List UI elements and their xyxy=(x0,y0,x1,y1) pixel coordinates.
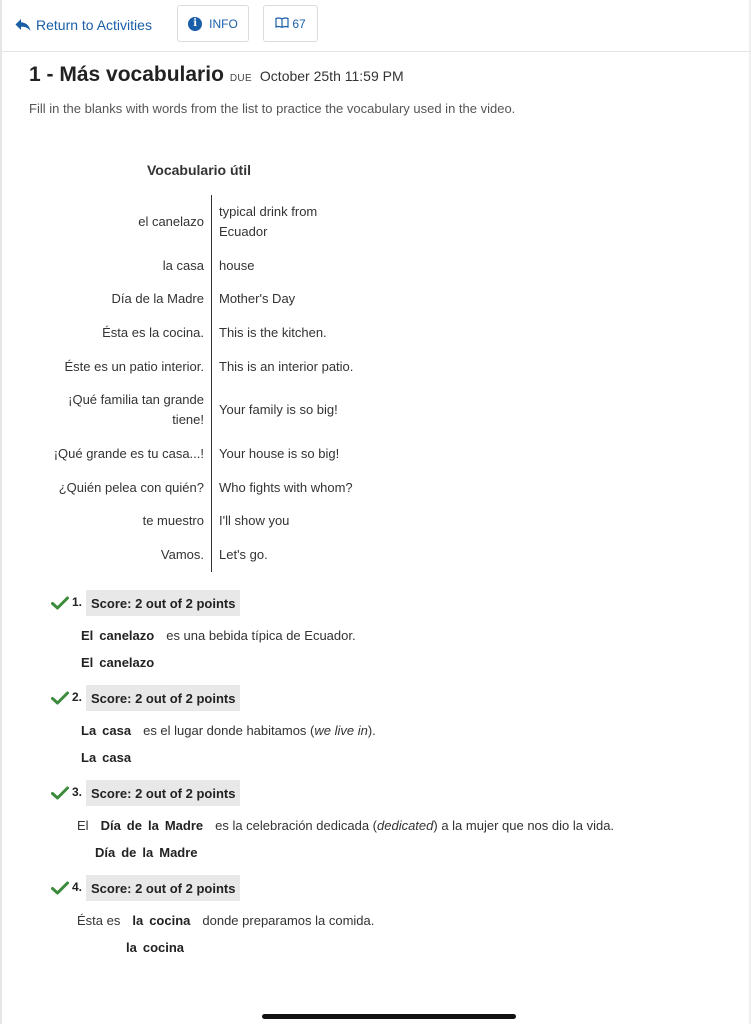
vocab-row xyxy=(0,444,751,464)
vocab-english: Your house is so big! xyxy=(219,446,340,461)
return-to-activities-label: Return to Activities xyxy=(36,17,152,33)
score-badge: Score: 2 out of 2 points xyxy=(86,875,240,901)
vocab-spanish: te muestro xyxy=(142,513,204,528)
vocab-english: Who fights with whom? xyxy=(219,480,353,495)
sentence-text: ). xyxy=(367,723,376,738)
home-indicator xyxy=(262,1014,516,1019)
question-number: 3. xyxy=(72,785,83,799)
top-toolbar xyxy=(0,0,751,52)
question-number: 1. xyxy=(72,595,83,609)
return-to-activities-link[interactable] xyxy=(15,14,152,36)
question-sentence xyxy=(81,723,376,738)
sentence-text: donde preparamos la comida. xyxy=(202,913,375,928)
vocab-row xyxy=(0,511,751,531)
vocab-spanish: ¿Quién pelea con quién? xyxy=(58,480,204,495)
vocab-spanish: el canelazo xyxy=(138,214,204,229)
correct-answer-word: casa xyxy=(102,750,132,765)
vocab-row xyxy=(0,323,751,343)
vocab-english: house xyxy=(219,258,255,273)
sentence-text: es la celebración dedicada ( xyxy=(215,818,377,833)
vocab-english: This is an interior patio. xyxy=(219,359,354,374)
vocab-row xyxy=(0,202,751,242)
vocab-row xyxy=(0,256,751,276)
info-button[interactable] xyxy=(177,5,249,42)
title-row xyxy=(29,63,404,87)
info-label: INFO xyxy=(209,16,238,31)
filled-answer-word: Madre xyxy=(164,818,204,833)
sentence-text: El xyxy=(77,818,89,833)
vocab-english: typical drink from Ecuador xyxy=(219,204,318,239)
vocab-spanish: Ésta es la cocina. xyxy=(102,325,204,340)
vocab-spanish: Éste es un patio interior. xyxy=(64,359,204,374)
score-badge: Score: 2 out of 2 points xyxy=(86,685,240,711)
book-page-count: 67 xyxy=(292,16,306,31)
page-title: 1 - Más vocabulario xyxy=(29,63,224,86)
correct-answer-word: cocina xyxy=(142,940,185,955)
correct-answer-word: de xyxy=(121,845,137,860)
vocab-spanish: Vamos. xyxy=(160,547,204,562)
sentence-italic-text: dedicated xyxy=(377,818,434,833)
question-sentence xyxy=(77,913,374,928)
correct-check-icon xyxy=(51,881,69,895)
back-arrow-icon xyxy=(15,18,31,32)
correct-answer-word: La xyxy=(81,750,97,765)
filled-answer-word: El xyxy=(81,628,94,643)
filled-answer-word: La xyxy=(81,723,97,738)
vocab-english: I'll show you xyxy=(219,513,290,528)
score-badge: Score: 2 out of 2 points xyxy=(86,590,240,616)
correct-answer-word: la xyxy=(142,845,154,860)
vocab-spanish: ¡Qué grande es tu casa...! xyxy=(53,446,204,461)
filled-answer-word: Día xyxy=(100,818,121,833)
book-icon xyxy=(275,17,292,31)
correct-answer xyxy=(95,845,198,860)
sentence-text: ) a la mujer que nos dio la vida. xyxy=(433,818,615,833)
due-tag: DUE xyxy=(229,73,252,84)
correct-answer xyxy=(81,655,154,670)
vocab-spanish: Día de la Madre xyxy=(111,291,204,306)
vocab-row xyxy=(0,390,751,430)
vocab-english: Your family is so big! xyxy=(219,402,338,417)
sentence-text: Ésta es xyxy=(77,913,121,928)
question-sentence xyxy=(77,818,614,833)
sentence-italic-text: we live in xyxy=(314,723,368,738)
filled-answer-word: canelazo xyxy=(99,628,155,643)
filled-answer-word: cocina xyxy=(149,913,191,928)
correct-check-icon xyxy=(51,596,69,610)
correct-answer-word: Madre xyxy=(159,845,198,860)
question-number: 2. xyxy=(72,690,83,704)
vocab-row xyxy=(0,478,751,498)
info-icon: i xyxy=(188,17,202,31)
filled-answer-word: la xyxy=(132,913,144,928)
filled-answer-word: de xyxy=(126,818,142,833)
sentence-text: es una bebida típica de Ecuador. xyxy=(166,628,356,643)
vocab-english: This is the kitchen. xyxy=(219,325,327,340)
score-badge: Score: 2 out of 2 points xyxy=(86,780,240,806)
question-number: 4. xyxy=(72,880,83,894)
vocab-heading: Vocabulario útil xyxy=(147,162,251,178)
correct-answer-word: la xyxy=(126,940,137,955)
sentence-text: es el lugar donde habitamos ( xyxy=(143,723,315,738)
vocab-spanish: ¡Qué familia tan grande tiene! xyxy=(68,392,204,427)
filled-answer-word: la xyxy=(147,818,159,833)
correct-answer-word: El xyxy=(81,655,94,670)
vocab-spanish: la casa xyxy=(162,258,204,273)
correct-answer-word: Día xyxy=(95,845,116,860)
vocab-row xyxy=(0,357,751,377)
due-date: October 25th 11:59 PM xyxy=(259,68,404,84)
filled-answer-word: casa xyxy=(102,723,132,738)
correct-check-icon xyxy=(51,691,69,705)
instructions: Fill in the blanks with words from the list to practice the vocabulary used in the video. xyxy=(29,101,516,116)
vocab-english: Let's go. xyxy=(219,547,268,562)
vocab-row xyxy=(0,289,751,309)
correct-check-icon xyxy=(51,786,69,800)
correct-answer xyxy=(81,750,131,765)
question-sentence xyxy=(81,628,356,643)
correct-answer-word: canelazo xyxy=(99,655,155,670)
ebook-button[interactable] xyxy=(263,5,318,42)
vocab-english: Mother's Day xyxy=(219,291,296,306)
correct-answer xyxy=(126,940,184,955)
vocab-row xyxy=(0,545,751,565)
